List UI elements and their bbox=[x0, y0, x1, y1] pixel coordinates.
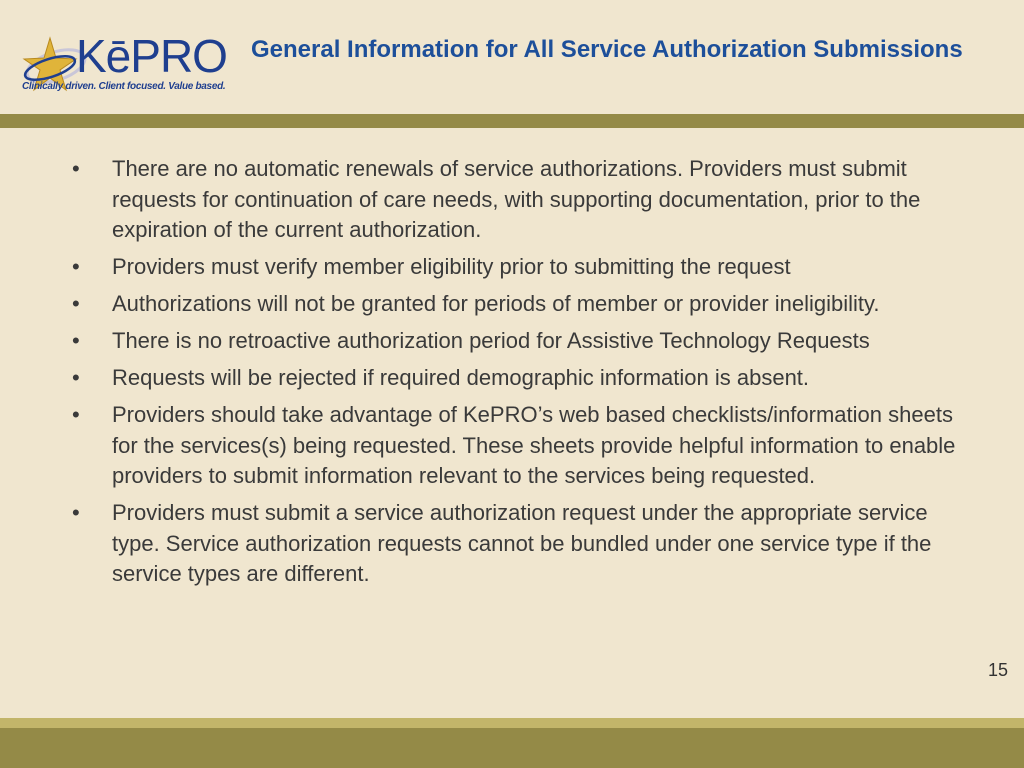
bullet-item bbox=[72, 498, 972, 590]
bullet-item bbox=[72, 326, 972, 357]
bullet-item bbox=[72, 289, 972, 320]
bullet-text: • Providers should take advantage of KePRO’s web based checklists/information sheets for the services(s) being requested. These sheets provide helpful information to enable providers to submit information relevant to the services being requested. bbox=[112, 402, 956, 488]
bullet-text: • There are no automatic renewals of service authorizations. Providers must submit requests for continuation of care needs, with supporting documentation, prior to the expiration of the current authorization. bbox=[112, 156, 921, 242]
footer-accent-bar bbox=[0, 718, 1024, 728]
bullet-text: • Requests will be rejected if required demographic information is absent. bbox=[112, 365, 810, 390]
slide-title: General Information for All Service Authorization Submissions bbox=[251, 36, 963, 63]
page-number: 15 bbox=[987, 660, 1008, 680]
bullet-text: • Providers must submit a service authorization request under the appropriate service type. Service authorization requests cannot be bundled under one service type if the service types are different. bbox=[112, 500, 932, 586]
bullet-item bbox=[72, 363, 972, 394]
kepro-logo bbox=[18, 28, 227, 98]
bullet-item bbox=[72, 252, 972, 283]
logo-tagline: Clinically driven. Client focused. Value based. bbox=[22, 81, 226, 92]
bullet-item bbox=[72, 400, 972, 492]
bullet-text: • Authorizations will not be granted for periods of member or provider ineligibility. bbox=[112, 291, 880, 316]
bullet-text: • Providers must verify member eligibility prior to submitting the request bbox=[112, 254, 791, 279]
bullet-list bbox=[72, 154, 972, 596]
bullet-item bbox=[72, 154, 972, 246]
bullet-text: • There is no retroactive authorization period for Assistive Technology Requests bbox=[112, 328, 870, 353]
header-divider-bar bbox=[0, 114, 1024, 128]
logo-wordmark: KēPRO bbox=[76, 30, 227, 82]
footer-bar bbox=[0, 728, 1024, 768]
